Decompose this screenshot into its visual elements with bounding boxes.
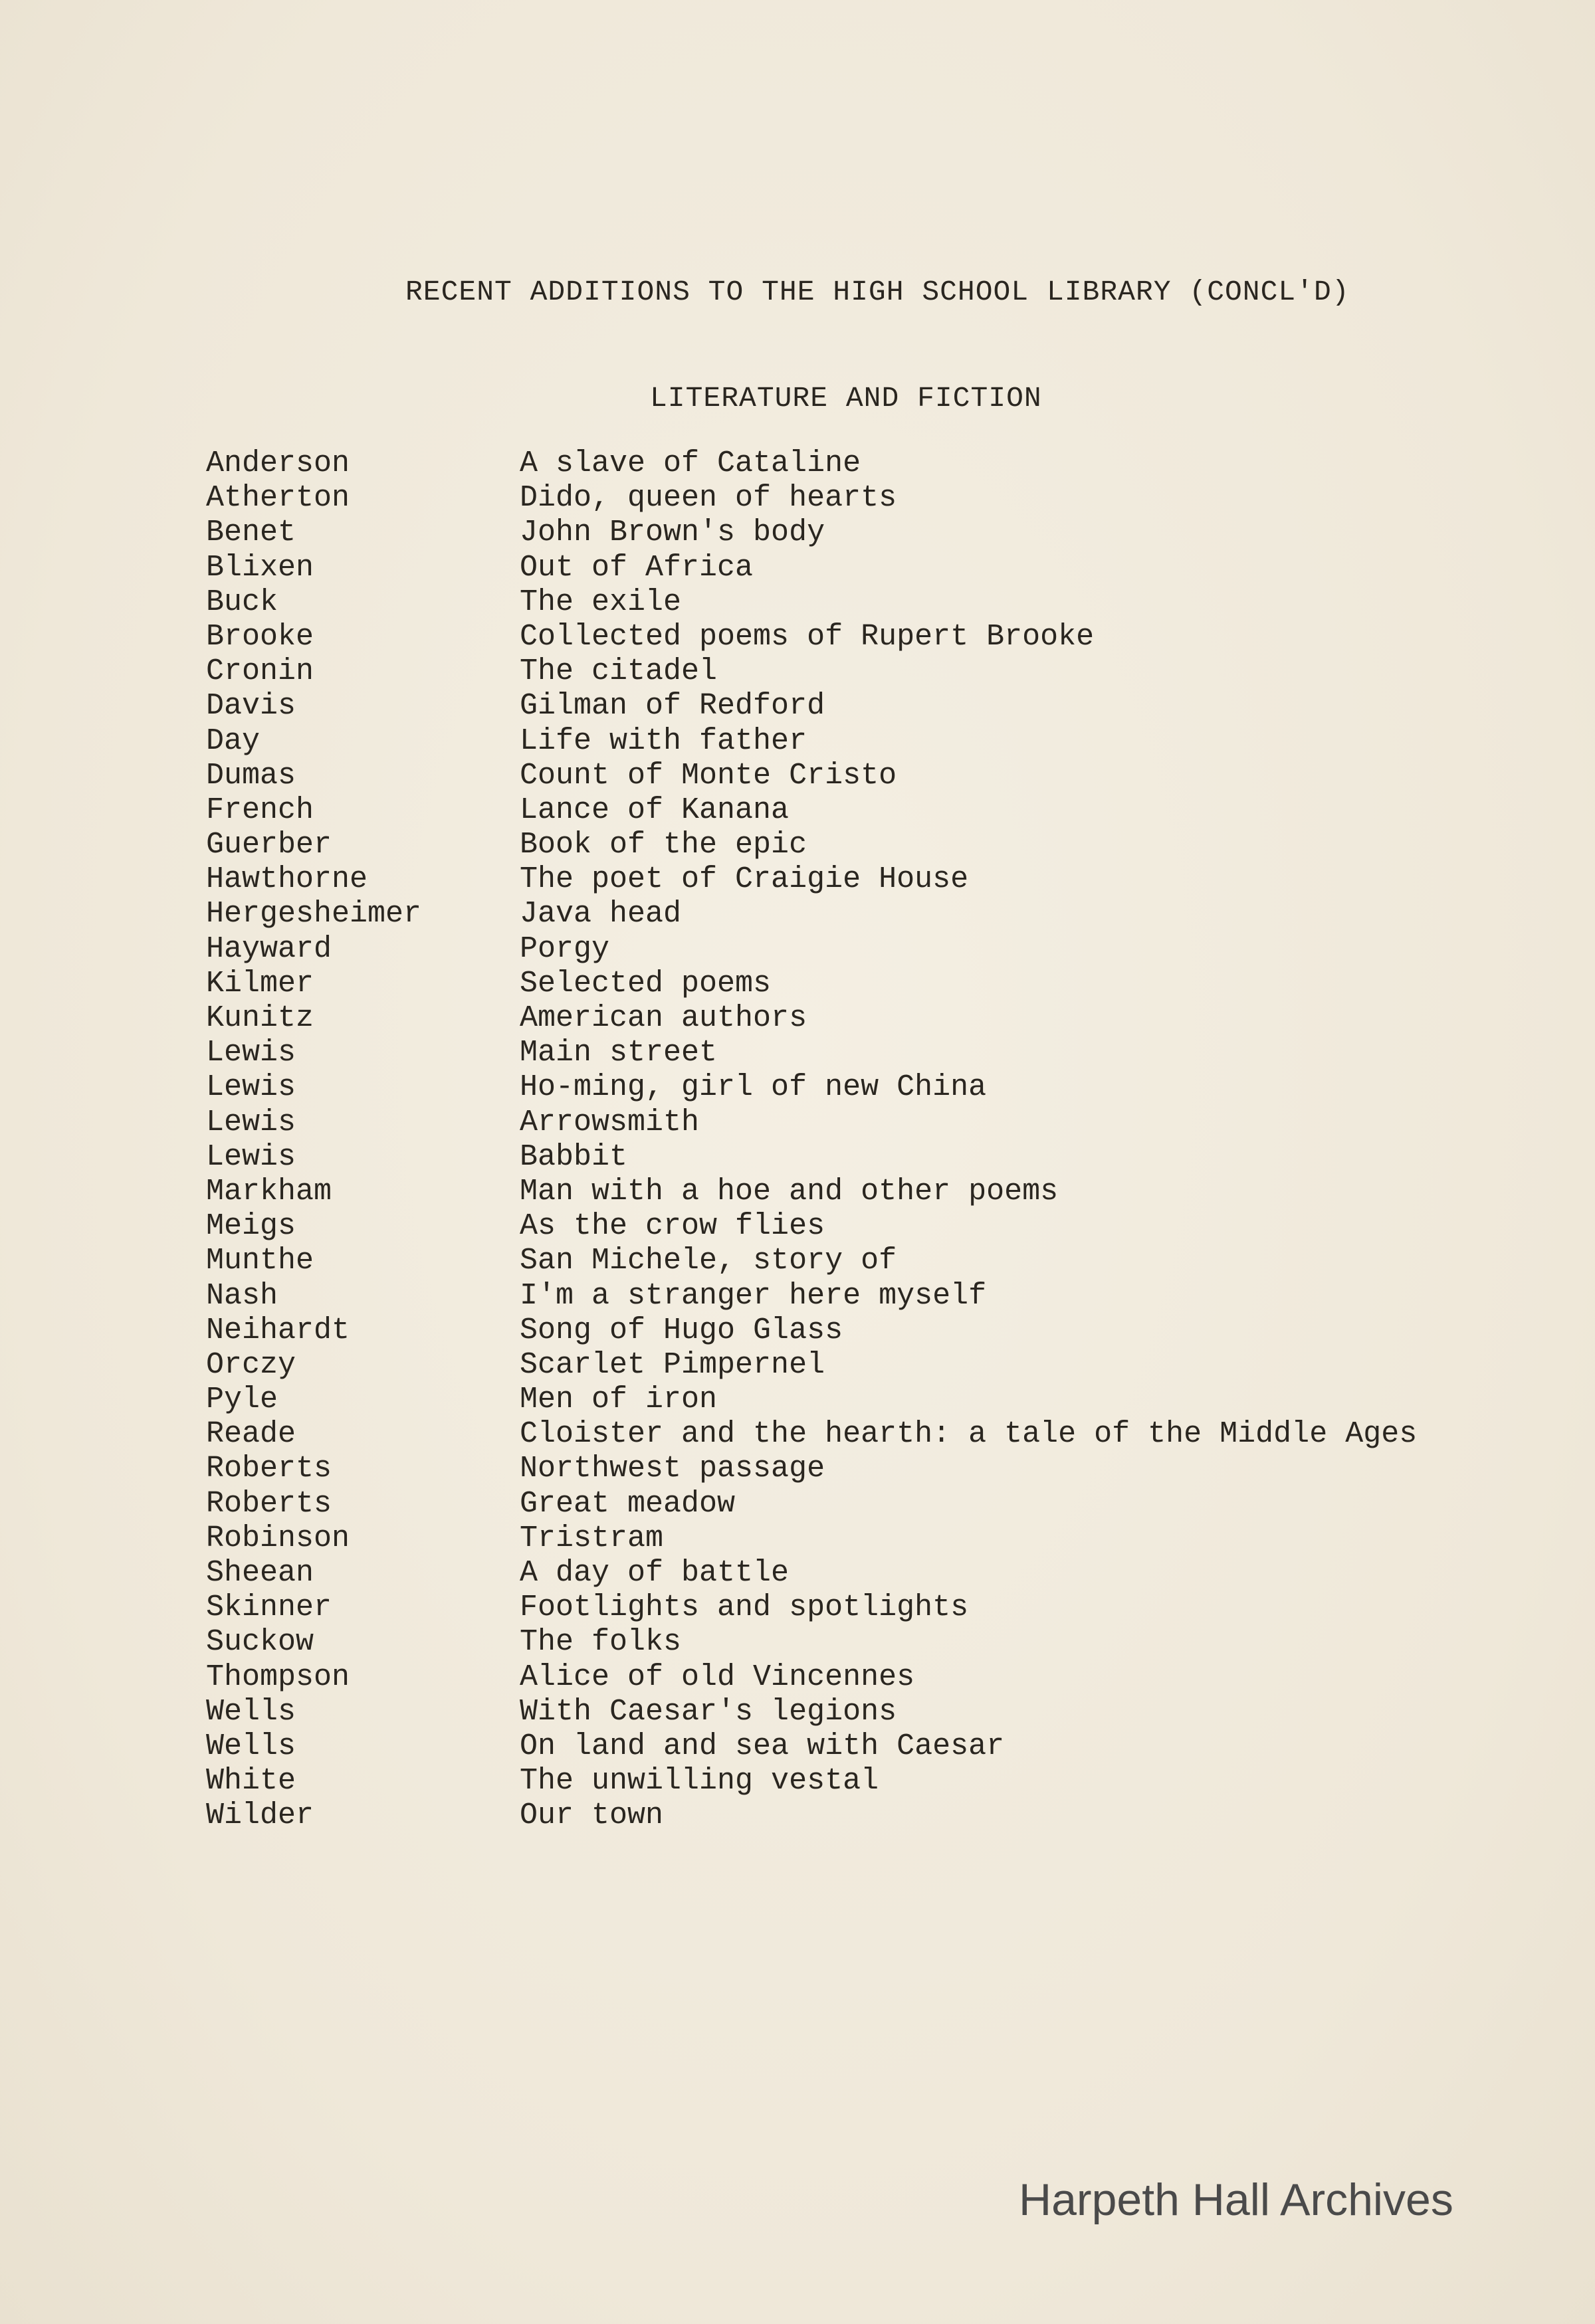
entry-title: Babbit	[520, 1139, 628, 1174]
list-item	[206, 1209, 1548, 1244]
list-item	[206, 1036, 1548, 1070]
entry-title: With Caesar's legions	[520, 1694, 897, 1729]
entry-title: Song of Hugo Glass	[520, 1313, 843, 1347]
entry-title: Out of Africa	[520, 550, 754, 585]
entry-author: Hawthorne	[206, 862, 368, 897]
entry-title: Book of the epic	[520, 828, 807, 862]
list-item	[206, 551, 1548, 585]
entry-author: Lewis	[206, 1139, 296, 1174]
list-item	[206, 1001, 1548, 1036]
entry-author: Markham	[206, 1174, 332, 1209]
list-item	[206, 585, 1548, 620]
list-item	[206, 1660, 1548, 1695]
entry-title: Life with father	[520, 724, 807, 758]
entry-author: French	[206, 793, 314, 827]
entry-author: Pyle	[206, 1383, 278, 1417]
entry-author: Nash	[206, 1278, 278, 1313]
list-item	[206, 1313, 1548, 1348]
entry-author: Roberts	[206, 1486, 332, 1521]
list-item	[206, 446, 1548, 481]
entry-title: Count of Monte Cristo	[520, 758, 897, 793]
entry-author: Wilder	[206, 1798, 314, 1833]
entry-title: Lance of Kanana	[520, 793, 790, 827]
archive-watermark: Harpeth Hall Archives	[1019, 2175, 1453, 2225]
entry-author: Robinson	[206, 1521, 350, 1555]
entry-author: Wells	[206, 1729, 296, 1763]
entry-author: Lewis	[206, 1070, 296, 1105]
list-item	[206, 897, 1548, 931]
list-item	[206, 1244, 1548, 1278]
entry-author: Davis	[206, 689, 296, 724]
entry-title: Selected poems	[520, 966, 772, 1001]
entry-title: Tristram	[520, 1521, 664, 1555]
entry-title: The folks	[520, 1625, 682, 1660]
entry-author: Benet	[206, 516, 296, 550]
entry-title: Man with a hoe and other poems	[520, 1174, 1059, 1209]
list-item	[206, 828, 1548, 862]
entry-author: Hergesheimer	[206, 897, 422, 931]
entry-title: As the crow flies	[520, 1209, 825, 1244]
entry-title: Our town	[520, 1798, 664, 1833]
list-item	[206, 1348, 1548, 1383]
list-item	[206, 1417, 1548, 1452]
entry-title: Arrowsmith	[520, 1105, 700, 1139]
section-title: LITERATURE AND FICTION	[650, 382, 1042, 415]
entry-author: Day	[206, 724, 261, 758]
entry-author: White	[206, 1764, 296, 1798]
entry-author: Suckow	[206, 1625, 314, 1660]
entry-title: John Brown's body	[520, 516, 825, 550]
list-item	[206, 654, 1548, 689]
list-item	[206, 967, 1548, 1001]
entry-title: American authors	[520, 1001, 807, 1035]
entry-author: Buck	[206, 585, 278, 619]
entry-author: Lewis	[206, 1105, 296, 1139]
list-item	[206, 1279, 1548, 1313]
entry-author: Kilmer	[206, 966, 314, 1001]
entry-author: Sheean	[206, 1556, 314, 1590]
list-item	[206, 1175, 1548, 1209]
entry-title: Men of iron	[520, 1383, 718, 1417]
entry-title: Footlights and spotlights	[520, 1591, 969, 1625]
list-item	[206, 932, 1548, 967]
entry-title: Gilman of Redford	[520, 689, 825, 724]
list-item	[206, 759, 1548, 793]
entry-title: On land and sea with Caesar	[520, 1729, 1005, 1763]
list-item	[206, 1556, 1548, 1591]
list-item	[206, 1729, 1548, 1764]
list-item	[206, 481, 1548, 516]
list-item	[206, 1798, 1548, 1833]
entry-author: Skinner	[206, 1591, 332, 1625]
list-item	[206, 1452, 1548, 1486]
entry-title: San Michele, story of	[520, 1244, 897, 1278]
entry-author: Brooke	[206, 619, 314, 654]
entry-author: Blixen	[206, 550, 314, 585]
entry-title: Java head	[520, 897, 682, 931]
entry-author: Lewis	[206, 1036, 296, 1070]
list-item	[206, 1625, 1548, 1660]
entry-title: A day of battle	[520, 1556, 790, 1590]
list-item	[206, 1591, 1548, 1625]
entry-title: A slave of Cataline	[520, 446, 861, 480]
entry-author: Kunitz	[206, 1001, 314, 1035]
list-item	[206, 724, 1548, 759]
entry-author: Atherton	[206, 481, 350, 516]
list-item	[206, 862, 1548, 897]
entry-title: The exile	[520, 585, 682, 619]
entry-title: I'm a stranger here myself	[520, 1278, 987, 1313]
list-item	[206, 1521, 1548, 1556]
list-item	[206, 1070, 1548, 1105]
entry-author: Neihardt	[206, 1313, 350, 1347]
list-item	[206, 1764, 1548, 1798]
entry-title: Northwest passage	[520, 1452, 825, 1486]
list-item	[206, 1487, 1548, 1521]
entry-title: Cloister and the hearth: a tale of the Middle Ages	[520, 1417, 1418, 1452]
entry-author: Roberts	[206, 1452, 332, 1486]
list-item	[206, 1140, 1548, 1175]
entry-title: Scarlet Pimpernel	[520, 1347, 825, 1382]
list-item	[206, 1383, 1548, 1417]
entry-title: Great meadow	[520, 1486, 736, 1521]
list-item	[206, 689, 1548, 724]
page-header: RECENT ADDITIONS TO THE HIGH SCHOOL LIBRARY (CONCL'D)	[405, 276, 1350, 308]
entry-title: Ho-ming, girl of new China	[520, 1070, 987, 1105]
entry-title: Porgy	[520, 931, 610, 966]
entry-author: Hayward	[206, 931, 332, 966]
entry-title: The poet of Craigie House	[520, 862, 969, 897]
entry-author: Reade	[206, 1417, 296, 1452]
entry-author: Munthe	[206, 1244, 314, 1278]
entry-title: The citadel	[520, 654, 718, 689]
entry-title: The unwilling vestal	[520, 1764, 879, 1798]
list-item	[206, 793, 1548, 828]
entry-author: Meigs	[206, 1209, 296, 1244]
entry-author: Thompson	[206, 1660, 350, 1694]
list-item	[206, 1106, 1548, 1140]
entry-title: Main street	[520, 1036, 718, 1070]
list-item	[206, 620, 1548, 654]
list-item	[206, 516, 1548, 550]
entry-title: Collected poems of Rupert Brooke	[520, 619, 1095, 654]
entry-title: Dido, queen of hearts	[520, 481, 897, 516]
entry-author: Guerber	[206, 828, 332, 862]
entry-author: Cronin	[206, 654, 314, 689]
entry-author: Wells	[206, 1694, 296, 1729]
entry-title: Alice of old Vincennes	[520, 1660, 915, 1694]
entry-author: Dumas	[206, 758, 296, 793]
list-item	[206, 1695, 1548, 1729]
entry-author: Anderson	[206, 446, 350, 480]
entry-author: Orczy	[206, 1347, 296, 1382]
book-list	[206, 446, 1548, 1834]
